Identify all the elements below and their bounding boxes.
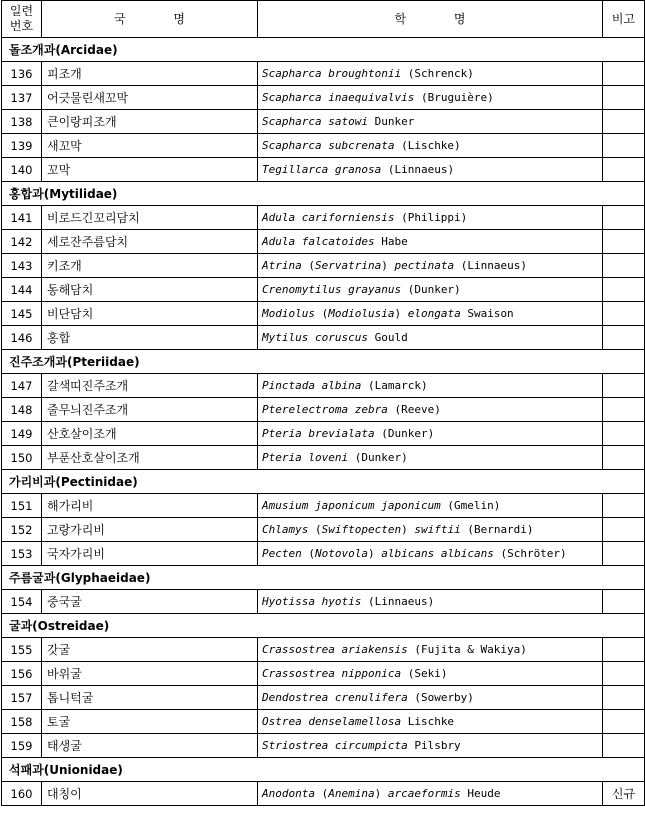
note-cell bbox=[603, 590, 645, 614]
scientific-name-italic-part: Anodonta bbox=[262, 786, 315, 800]
family-row bbox=[2, 566, 645, 590]
korean-name-cell: 큰이랑피조개 bbox=[42, 110, 258, 134]
korean-name-cell: 새꼬막 bbox=[42, 134, 258, 158]
serial-number-cell: 151 bbox=[2, 494, 42, 518]
korean-name-cell: 키조개 bbox=[42, 254, 258, 278]
note-cell bbox=[603, 638, 645, 662]
scientific-name-author-part: Swaison bbox=[460, 306, 514, 320]
table-row bbox=[2, 134, 645, 158]
table-row bbox=[2, 158, 645, 182]
scientific-name-author-part: (Dunker) bbox=[374, 426, 435, 440]
scientific-name-italic-part: Swiftopecten bbox=[321, 522, 402, 536]
scientific-name-italic-part: Mytilus coruscus bbox=[262, 330, 368, 344]
scientific-name-italic-part: Adula falcatoides bbox=[262, 234, 375, 248]
scientific-name-italic-part: pectinata bbox=[394, 258, 455, 272]
scientific-name-italic-part: Hyotissa hyotis bbox=[262, 594, 362, 608]
family-name: 주름굴과(Glyphaeidae) bbox=[2, 566, 645, 590]
scientific-name-italic-part: Modiolus bbox=[262, 306, 315, 320]
table-row bbox=[2, 206, 645, 230]
family-name: 굴과(Ostreidae) bbox=[2, 614, 645, 638]
scientific-name-cell bbox=[258, 206, 603, 230]
scientific-name-italic-part: Modiolusia bbox=[328, 306, 395, 320]
serial-number-cell: 137 bbox=[2, 86, 42, 110]
serial-number-cell: 138 bbox=[2, 110, 42, 134]
scientific-name-cell bbox=[258, 158, 603, 182]
note-cell bbox=[603, 254, 645, 278]
header-serial-line-1: 일련 bbox=[9, 4, 34, 18]
korean-name-cell: 태생굴 bbox=[42, 734, 258, 758]
scientific-name-italic-part: Scapharca satowi bbox=[262, 114, 368, 128]
scientific-name-italic-part: swiftii bbox=[414, 522, 461, 536]
scientific-name-author-part: ) bbox=[381, 258, 395, 272]
scientific-name-cell bbox=[258, 494, 603, 518]
scientific-name-italic-part: Pteria loveni bbox=[262, 450, 349, 464]
note-cell bbox=[603, 158, 645, 182]
scientific-name-italic-part: Adula cariforniensis bbox=[262, 210, 395, 224]
serial-number-cell: 150 bbox=[2, 446, 42, 470]
scientific-name-italic-part: Ostrea denselamellosa bbox=[262, 714, 402, 728]
table-row bbox=[2, 662, 645, 686]
korean-name-cell: 토굴 bbox=[42, 710, 258, 734]
scientific-name-cell bbox=[258, 398, 603, 422]
scientific-name-author-part: (Lamarck) bbox=[361, 378, 428, 392]
scientific-name-italic-part: Atrina bbox=[262, 258, 302, 272]
family-name: 홍합과(Mytilidae) bbox=[2, 182, 645, 206]
serial-number-cell: 141 bbox=[2, 206, 42, 230]
korean-name-cell: 비단담치 bbox=[42, 302, 258, 326]
table-row bbox=[2, 518, 645, 542]
table-row bbox=[2, 326, 645, 350]
table-row bbox=[2, 86, 645, 110]
scientific-name-italic-part: Notovola bbox=[315, 546, 368, 560]
scientific-name-author-part: ) bbox=[374, 786, 388, 800]
scientific-name-author-part: Lischke bbox=[401, 714, 455, 728]
header-serial-line-2: 번호 bbox=[9, 19, 34, 33]
family-row bbox=[2, 758, 645, 782]
scientific-name-cell bbox=[258, 542, 603, 566]
scientific-name-italic-part: Tegillarca granosa bbox=[262, 162, 382, 176]
scientific-name-cell bbox=[258, 86, 603, 110]
scientific-name-author-part: ( bbox=[301, 546, 315, 560]
scientific-name-author-part: (Bernardi) bbox=[460, 522, 534, 536]
table-row bbox=[2, 302, 645, 326]
scientific-name-italic-part: Chlamys bbox=[262, 522, 309, 536]
table-row bbox=[2, 230, 645, 254]
serial-number-cell: 143 bbox=[2, 254, 42, 278]
serial-number-cell: 147 bbox=[2, 374, 42, 398]
scientific-name-author-part: (Linnaeus) bbox=[381, 162, 455, 176]
table-row bbox=[2, 734, 645, 758]
family-row bbox=[2, 38, 645, 62]
scientific-name-cell bbox=[258, 662, 603, 686]
scientific-name-italic-part: Servatrina bbox=[315, 258, 382, 272]
table-row bbox=[2, 374, 645, 398]
scientific-name-cell bbox=[258, 518, 603, 542]
serial-number-cell: 154 bbox=[2, 590, 42, 614]
scientific-name-author-part: (Philippi) bbox=[394, 210, 468, 224]
scientific-name-italic-part: Scapharca inaequivalvis bbox=[262, 90, 415, 104]
korean-name-cell: 동해담치 bbox=[42, 278, 258, 302]
serial-number-cell: 152 bbox=[2, 518, 42, 542]
scientific-name-author-part: (Dunker) bbox=[348, 450, 408, 464]
header-korean-name: 국 명 bbox=[42, 1, 258, 38]
scientific-name-italic-part: Dendostrea crenulifera bbox=[262, 690, 408, 704]
note-cell bbox=[603, 134, 645, 158]
table-header-row bbox=[2, 1, 645, 38]
scientific-name-author-part: Habe bbox=[374, 234, 408, 248]
scientific-name-author-part: (Gmelin) bbox=[440, 498, 501, 512]
korean-name-cell: 중국굴 bbox=[42, 590, 258, 614]
serial-number-cell: 140 bbox=[2, 158, 42, 182]
serial-number-cell: 139 bbox=[2, 134, 42, 158]
scientific-name-author-part: ( bbox=[314, 306, 329, 320]
korean-name-cell: 갓굴 bbox=[42, 638, 258, 662]
scientific-name-author-part: (Lischke) bbox=[394, 138, 461, 152]
scientific-name-italic-part: Amusium japonicum japonicum bbox=[262, 498, 441, 512]
family-name: 가리비과(Pectinidae) bbox=[2, 470, 645, 494]
header-scientific-name: 학 명 bbox=[258, 1, 603, 38]
note-cell: 신규 bbox=[603, 782, 645, 806]
serial-number-cell: 155 bbox=[2, 638, 42, 662]
note-cell bbox=[603, 110, 645, 134]
korean-name-cell: 산호살이조개 bbox=[42, 422, 258, 446]
scientific-name-cell bbox=[258, 134, 603, 158]
scientific-name-italic-part: albicans albicans bbox=[381, 546, 494, 560]
note-cell bbox=[603, 710, 645, 734]
note-cell bbox=[603, 398, 645, 422]
korean-name-cell: 바위굴 bbox=[42, 662, 258, 686]
table-row bbox=[2, 422, 645, 446]
korean-name-cell: 줄무늬진주조개 bbox=[42, 398, 258, 422]
serial-number-cell: 157 bbox=[2, 686, 42, 710]
note-cell bbox=[603, 206, 645, 230]
korean-name-cell: 세로잔주름담치 bbox=[42, 230, 258, 254]
scientific-name-cell bbox=[258, 446, 603, 470]
note-cell bbox=[603, 62, 645, 86]
scientific-name-author-part: (Seki) bbox=[401, 666, 448, 680]
scientific-name-author-part: (Bruguière) bbox=[414, 90, 494, 104]
serial-number-cell: 136 bbox=[2, 62, 42, 86]
scientific-name-author-part: (Schrenck) bbox=[401, 66, 474, 80]
scientific-name-cell bbox=[258, 686, 603, 710]
scientific-name-author-part: (Fujita & Wakiya) bbox=[407, 642, 527, 656]
serial-number-cell: 160 bbox=[2, 782, 42, 806]
scientific-name-italic-part: Crassostrea nipponica bbox=[262, 666, 402, 680]
korean-name-cell: 피조개 bbox=[42, 62, 258, 86]
scientific-name-author-part: Gould bbox=[367, 330, 408, 344]
scientific-name-cell bbox=[258, 734, 603, 758]
korean-name-cell: 고랑가리비 bbox=[42, 518, 258, 542]
scientific-name-author-part: Dunker bbox=[367, 114, 415, 128]
korean-name-cell: 꼬막 bbox=[42, 158, 258, 182]
table-row bbox=[2, 278, 645, 302]
scientific-name-italic-part: Pecten bbox=[262, 546, 302, 560]
scientific-name-cell bbox=[258, 374, 603, 398]
scientific-name-italic-part: Striostrea circumpicta bbox=[262, 738, 408, 752]
scientific-name-cell bbox=[258, 254, 603, 278]
scientific-name-author-part: Heude bbox=[460, 786, 501, 800]
scientific-name-cell bbox=[258, 590, 603, 614]
scientific-name-author-part: (Dunker) bbox=[401, 282, 461, 296]
korean-name-cell: 국자가리비 bbox=[42, 542, 258, 566]
family-name: 돌조개과(Arcidae) bbox=[2, 38, 645, 62]
scientific-name-italic-part: Pinctada albina bbox=[262, 378, 362, 392]
note-cell bbox=[603, 686, 645, 710]
korean-name-cell: 비로드긴꼬리담치 bbox=[42, 206, 258, 230]
family-name: 석패과(Unionidae) bbox=[2, 758, 645, 782]
serial-number-cell: 159 bbox=[2, 734, 42, 758]
scientific-name-author-part: ( bbox=[308, 522, 322, 536]
scientific-name-author-part: ) bbox=[394, 306, 408, 320]
scientific-name-cell bbox=[258, 278, 603, 302]
note-cell bbox=[603, 494, 645, 518]
table-row bbox=[2, 782, 645, 806]
table-row bbox=[2, 446, 645, 470]
species-table bbox=[1, 0, 645, 806]
scientific-name-author-part: ( bbox=[301, 258, 315, 272]
scientific-name-cell bbox=[258, 230, 603, 254]
scientific-name-italic-part: Scapharca broughtonii bbox=[262, 66, 402, 80]
serial-number-cell: 158 bbox=[2, 710, 42, 734]
header-note: 비고 bbox=[603, 1, 645, 38]
korean-name-cell: 톱니턱굴 bbox=[42, 686, 258, 710]
scientific-name-italic-part: Pterelectroma zebra bbox=[262, 402, 388, 416]
note-cell bbox=[603, 374, 645, 398]
table-row bbox=[2, 542, 645, 566]
table-row bbox=[2, 398, 645, 422]
scientific-name-cell bbox=[258, 302, 603, 326]
korean-name-cell: 홍합 bbox=[42, 326, 258, 350]
scientific-name-cell bbox=[258, 326, 603, 350]
korean-name-cell: 갈색띠진주조개 bbox=[42, 374, 258, 398]
family-row bbox=[2, 470, 645, 494]
serial-number-cell: 148 bbox=[2, 398, 42, 422]
table-row bbox=[2, 710, 645, 734]
table-row bbox=[2, 686, 645, 710]
scientific-name-cell bbox=[258, 782, 603, 806]
scientific-name-author-part: (Schröter) bbox=[493, 546, 567, 560]
scientific-name-cell bbox=[258, 110, 603, 134]
note-cell bbox=[603, 230, 645, 254]
serial-number-cell: 144 bbox=[2, 278, 42, 302]
table-row bbox=[2, 494, 645, 518]
scientific-name-cell bbox=[258, 638, 603, 662]
family-row bbox=[2, 350, 645, 374]
scientific-name-author-part: ( bbox=[314, 786, 329, 800]
scientific-name-cell bbox=[258, 62, 603, 86]
scientific-name-author-part: ) bbox=[401, 522, 415, 536]
table-row bbox=[2, 62, 645, 86]
scientific-name-author-part: Pilsbry bbox=[407, 738, 461, 752]
korean-name-cell: 해가리비 bbox=[42, 494, 258, 518]
scientific-name-italic-part: Crenomytilus grayanus bbox=[262, 282, 402, 296]
header-serial-number bbox=[2, 1, 42, 38]
note-cell bbox=[603, 446, 645, 470]
scientific-name-author-part: (Sowerby) bbox=[407, 690, 474, 704]
note-cell bbox=[603, 86, 645, 110]
note-cell bbox=[603, 422, 645, 446]
serial-number-cell: 146 bbox=[2, 326, 42, 350]
scientific-name-italic-part: Pteria brevialata bbox=[262, 426, 375, 440]
scientific-name-author-part: (Reeve) bbox=[387, 402, 441, 416]
note-cell bbox=[603, 302, 645, 326]
note-cell bbox=[603, 518, 645, 542]
korean-name-cell: 어긋물린새꼬막 bbox=[42, 86, 258, 110]
note-cell bbox=[603, 734, 645, 758]
serial-number-cell: 156 bbox=[2, 662, 42, 686]
scientific-name-author-part: ) bbox=[367, 546, 382, 560]
scientific-name-cell bbox=[258, 422, 603, 446]
note-cell bbox=[603, 662, 645, 686]
table-row bbox=[2, 638, 645, 662]
scientific-name-italic-part: Crassostrea ariakensis bbox=[262, 642, 408, 656]
table-row bbox=[2, 110, 645, 134]
korean-name-cell: 대칭이 bbox=[42, 782, 258, 806]
family-row bbox=[2, 182, 645, 206]
note-cell bbox=[603, 326, 645, 350]
scientific-name-italic-part: Anemina bbox=[328, 786, 375, 800]
scientific-name-cell bbox=[258, 710, 603, 734]
scientific-name-italic-part: elongata bbox=[407, 306, 461, 320]
serial-number-cell: 142 bbox=[2, 230, 42, 254]
scientific-name-italic-part: Scapharca subcrenata bbox=[262, 138, 395, 152]
serial-number-cell: 145 bbox=[2, 302, 42, 326]
scientific-name-italic-part: arcaeformis bbox=[387, 786, 461, 800]
serial-number-cell: 149 bbox=[2, 422, 42, 446]
note-cell bbox=[603, 278, 645, 302]
serial-number-cell: 153 bbox=[2, 542, 42, 566]
scientific-name-author-part: (Linnaeus) bbox=[454, 258, 527, 272]
table-row bbox=[2, 590, 645, 614]
note-cell bbox=[603, 542, 645, 566]
table-body bbox=[2, 38, 645, 806]
table-row bbox=[2, 254, 645, 278]
korean-name-cell: 부푼산호살이조개 bbox=[42, 446, 258, 470]
family-row bbox=[2, 614, 645, 638]
scientific-name-author-part: (Linnaeus) bbox=[361, 594, 435, 608]
family-name: 진주조개과(Pteriidae) bbox=[2, 350, 645, 374]
